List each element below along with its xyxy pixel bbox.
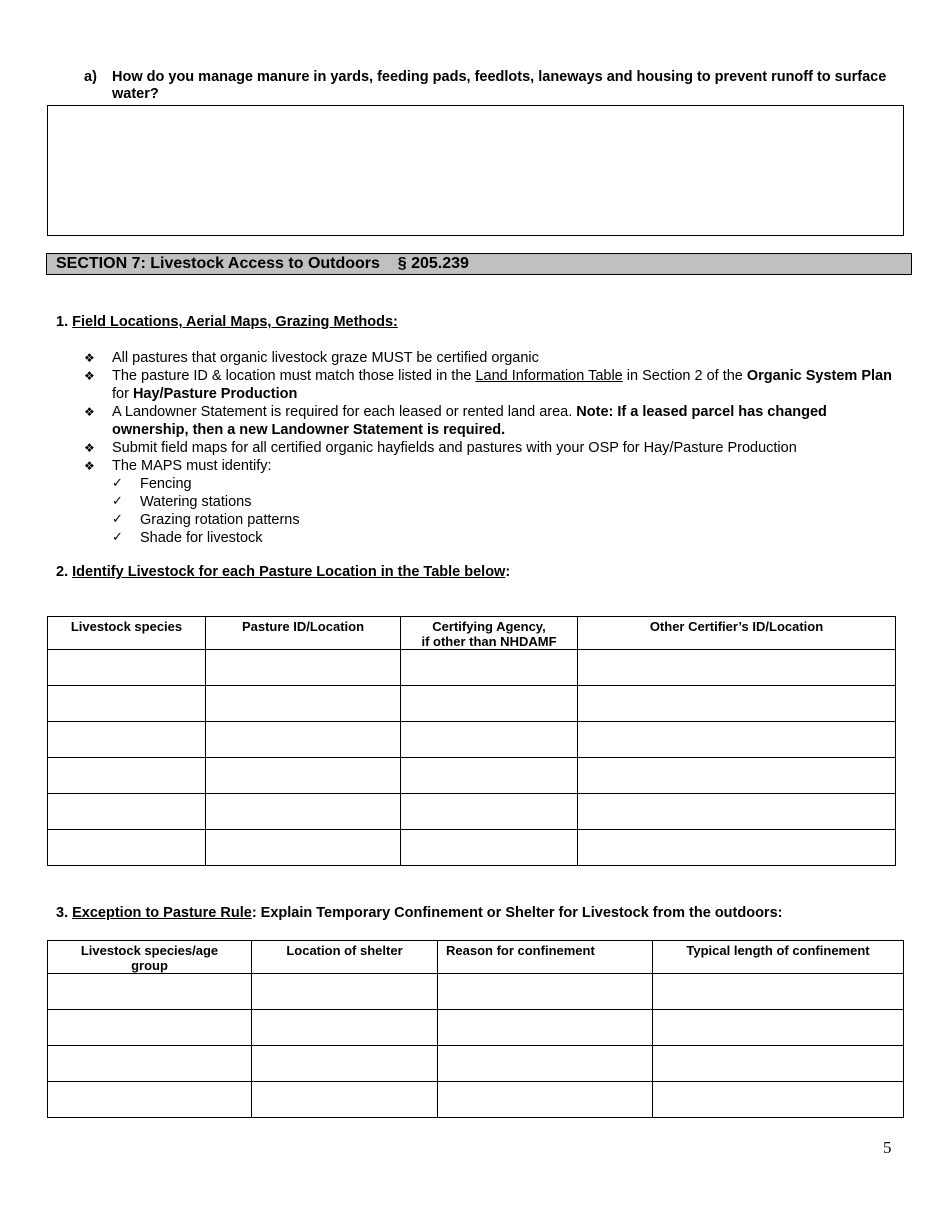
table-cell[interactable] [206, 650, 401, 686]
table-header-row [48, 617, 896, 650]
table-cell[interactable] [401, 758, 578, 794]
table-row [48, 1010, 904, 1046]
table-cell[interactable] [252, 974, 438, 1010]
table-cell[interactable] [438, 1082, 653, 1118]
item3-number: 3. [56, 905, 69, 921]
question-a [84, 69, 904, 103]
table-cell[interactable] [206, 758, 401, 794]
question-text: How do you manage manure in yards, feeding pads, feedlots, laneways and housing to prevent runoff to surface water? [112, 69, 887, 102]
table-cell[interactable] [48, 722, 206, 758]
item3-title: Exception to Pasture Rule [72, 905, 252, 921]
diamond-bullet-icon: ❖ [84, 459, 95, 473]
list-item [84, 349, 904, 367]
table-row [48, 722, 896, 758]
table-cell[interactable] [578, 650, 896, 686]
header-livestock-species: Livestock species [48, 617, 206, 650]
land-information-table-ref: Land Information Table [475, 368, 623, 384]
header-pasture-id: Pasture ID/Location [206, 617, 401, 650]
check-text: Shade for livestock [140, 530, 263, 546]
diamond-bullet-icon: ❖ [84, 441, 95, 455]
table-cell[interactable] [48, 758, 206, 794]
table-cell[interactable] [252, 1082, 438, 1118]
header-line: Certifying Agency, [432, 619, 546, 634]
hay-pasture-ref: Hay/Pasture Production [132, 386, 298, 402]
table-cell[interactable] [401, 794, 578, 830]
item1-title: Field Locations, Aerial Maps, Grazing Methods: [72, 314, 398, 330]
table-cell[interactable] [48, 650, 206, 686]
item2-heading [56, 564, 510, 580]
diamond-bullet-icon: ❖ [84, 351, 95, 365]
table-cell[interactable] [206, 686, 401, 722]
header-line: if other than NHDAMF [421, 634, 557, 649]
item3-rest: : Explain Temporary Confinement or Shelter for Livestock from the outdoors: [251, 905, 783, 921]
bullet-text: The MAPS must identify: [112, 458, 272, 474]
item1-number: 1. [56, 314, 69, 330]
table-cell[interactable] [48, 1010, 252, 1046]
section-title: SECTION 7: Livestock Access to Outdoors [56, 255, 380, 272]
list-item [84, 439, 904, 457]
landowner-note: Note: If a leased parcel has changed ownership, then a new Landowner Statement is required. [112, 404, 827, 438]
bullet-text: for [112, 386, 133, 402]
table-header-row [48, 941, 904, 974]
table-row [48, 1046, 904, 1082]
table-cell[interactable] [252, 1046, 438, 1082]
table-cell[interactable] [401, 650, 578, 686]
header-livestock-species-age: Livestock species/age group [48, 941, 252, 974]
table-row [48, 686, 896, 722]
item2-colon: : [505, 564, 511, 580]
section-header [46, 253, 912, 275]
table-cell[interactable] [653, 1082, 904, 1118]
table-cell[interactable] [48, 686, 206, 722]
bullet-text: All pastures that organic livestock graze MUST be certified organic [112, 350, 539, 366]
check-icon: ✓ [112, 530, 123, 545]
item1-heading [56, 314, 398, 330]
header-reason-for-confinement: Reason for confinement [438, 941, 653, 974]
table-cell[interactable] [653, 1046, 904, 1082]
table-cell[interactable] [48, 1082, 252, 1118]
check-item [84, 475, 904, 493]
osp-ref: Organic System Plan [746, 368, 892, 384]
header-location-of-shelter: Location of shelter [252, 941, 438, 974]
table-cell[interactable] [578, 830, 896, 866]
check-text: Fencing [140, 476, 192, 492]
section-citation: § 205.239 [397, 255, 469, 272]
header-certifying-agency [401, 617, 578, 650]
page-number: 5 [883, 1138, 892, 1157]
table-cell[interactable] [401, 722, 578, 758]
table-cell[interactable] [252, 1010, 438, 1046]
header-typical-length: Typical length of confinement [653, 941, 904, 974]
item2-title: Identify Livestock for each Pasture Location in the Table below [72, 564, 506, 580]
confinement-table [47, 940, 904, 1118]
table-row [48, 974, 904, 1010]
table-cell[interactable] [438, 1010, 653, 1046]
table-cell[interactable] [48, 1046, 252, 1082]
item3-heading [56, 905, 782, 921]
table-cell[interactable] [438, 974, 653, 1010]
question-marker: a) [84, 69, 97, 85]
bullet-text: Submit field maps for all certified organic hayfields and pastures with your OSP for Hay/Pasture Production [112, 440, 797, 456]
manure-answer-box[interactable] [47, 105, 904, 236]
table-cell[interactable] [401, 830, 578, 866]
check-icon: ✓ [112, 494, 123, 509]
table-cell[interactable] [438, 1046, 653, 1082]
pasture-location-table [47, 616, 896, 866]
table-cell[interactable] [206, 722, 401, 758]
table-cell[interactable] [48, 830, 206, 866]
bullet-text: The pasture ID & location must match those listed in the [112, 368, 476, 384]
check-item [84, 529, 904, 547]
table-cell[interactable] [578, 758, 896, 794]
table-row [48, 1082, 904, 1118]
table-cell[interactable] [206, 794, 401, 830]
bullet-text: in Section 2 of the [622, 368, 747, 384]
requirements-list [84, 349, 904, 547]
check-icon: ✓ [112, 476, 123, 491]
check-text: Watering stations [140, 494, 252, 510]
table-cell[interactable] [48, 974, 252, 1010]
table-cell[interactable] [48, 794, 206, 830]
table-cell[interactable] [653, 1010, 904, 1046]
table-cell[interactable] [206, 830, 401, 866]
header-other-certifier: Other Certifier’s ID/Location [578, 617, 896, 650]
table-cell[interactable] [578, 686, 896, 722]
table-row [48, 794, 896, 830]
bullet-text: A Landowner Statement is required for each leased or rented land area. [112, 404, 577, 420]
table-row [48, 830, 896, 866]
table-row [48, 758, 896, 794]
list-item [84, 403, 904, 439]
list-item [84, 457, 904, 475]
table-cell[interactable] [578, 722, 896, 758]
table-cell[interactable] [578, 794, 896, 830]
check-item [84, 511, 904, 529]
check-icon: ✓ [112, 512, 123, 527]
check-item [84, 493, 904, 511]
list-item [84, 367, 904, 403]
diamond-bullet-icon: ❖ [84, 369, 95, 383]
table-cell[interactable] [401, 686, 578, 722]
check-text: Grazing rotation patterns [140, 512, 300, 528]
table-row [48, 650, 896, 686]
diamond-bullet-icon: ❖ [84, 405, 95, 419]
table-cell[interactable] [653, 974, 904, 1010]
item2-number: 2. [56, 564, 69, 580]
